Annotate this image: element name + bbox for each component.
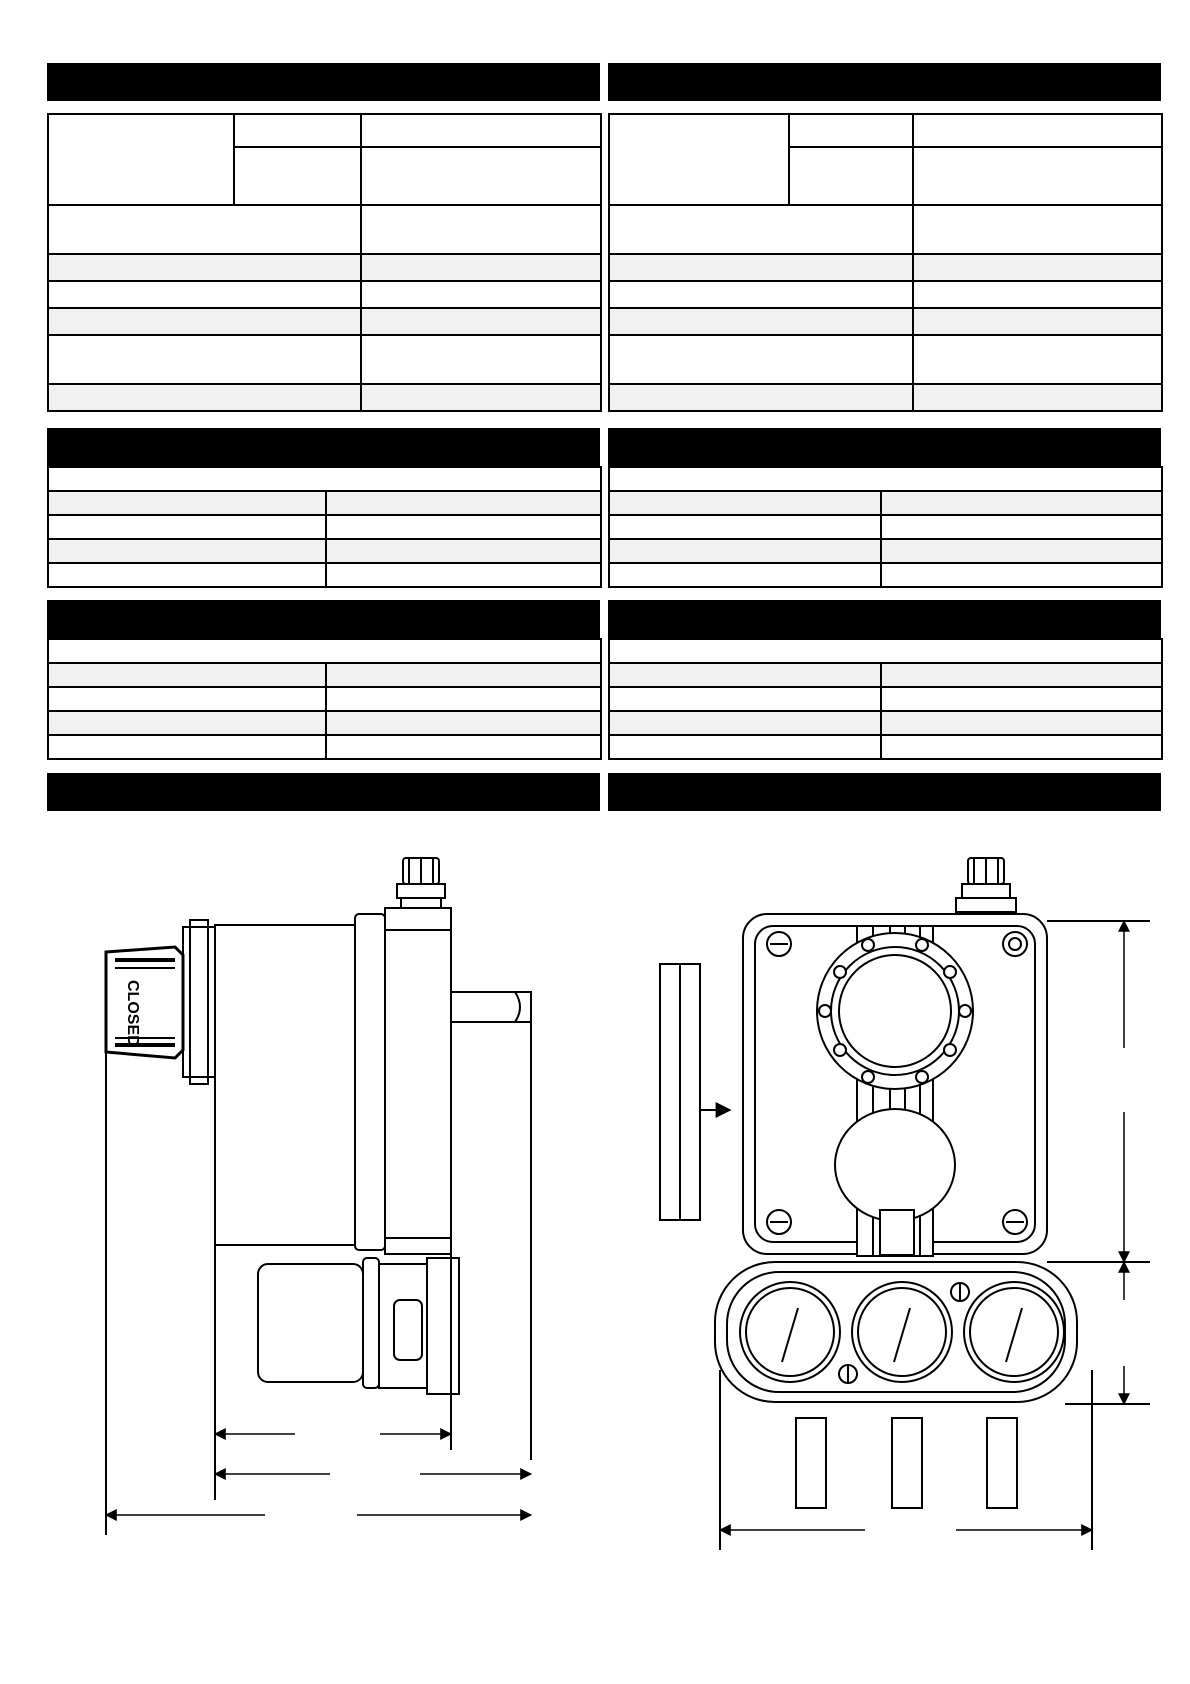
screw-icon <box>767 1210 791 1234</box>
pressure-gauge-icon <box>740 1282 840 1382</box>
front-view-drawing <box>660 858 1150 1550</box>
side-view-drawing <box>106 858 531 1535</box>
screw-icon <box>839 1365 857 1383</box>
cable-gland-icon <box>956 858 1016 912</box>
screw-icon <box>951 1283 969 1301</box>
indicator-knob-icon <box>106 920 215 1084</box>
indicator-window-icon <box>817 933 973 1089</box>
screw-icon <box>1003 932 1027 956</box>
screw-icon <box>767 932 791 956</box>
cable-gland-icon <box>397 858 445 910</box>
screw-icon <box>1003 1210 1027 1234</box>
pressure-gauge-icon <box>852 1282 952 1382</box>
closed-label: CLOSED <box>124 980 141 1047</box>
pressure-gauge-icon <box>964 1282 1064 1382</box>
side-view-dimensions <box>106 1434 531 1515</box>
